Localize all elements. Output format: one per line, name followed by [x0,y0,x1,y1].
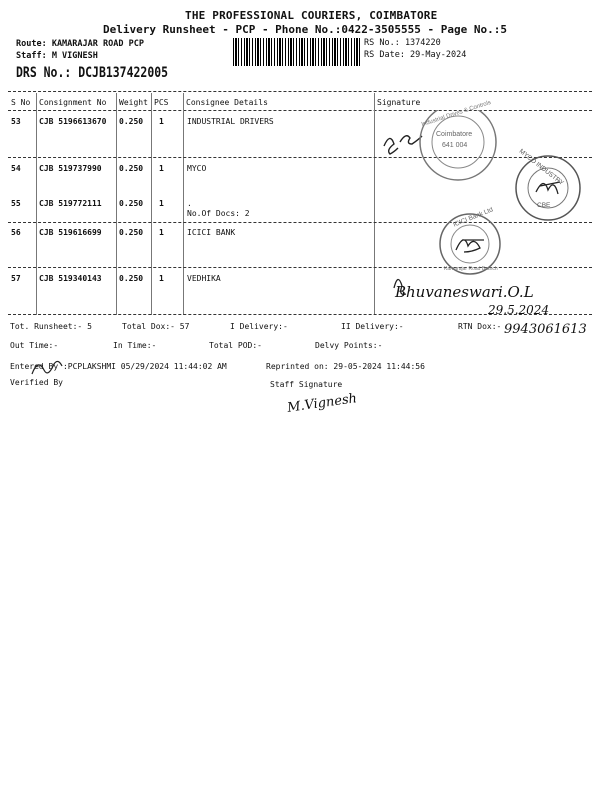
stamp2-name: MYCO INDUSTRY [517,147,565,188]
entered-by: Entered By :PCPLAKSHMI 05/29/2024 11:44:02 AM [10,362,227,371]
row-56-cno: CJB 519616699 [39,228,102,237]
row-53-pcs: 1 [159,117,164,126]
row-57-consignee: VEDHIKA [187,274,221,283]
row-56-weight: 0.250 [119,228,144,237]
runsheet-subtitle: Delivery Runsheet - PCP - Phone No.:0422-3505555 - Page No.:5 [103,23,507,36]
col-divider [183,93,184,315]
col-consignee: Consignee Details [186,98,268,107]
rtn-dox: RTN Dox:- [458,322,502,331]
col-divider [36,93,37,315]
row-57-sno: 57 [11,274,21,283]
row-54-cno: CJB 519737990 [39,164,102,173]
total-pod: Total POD:- [209,341,262,350]
col-divider [151,93,152,315]
col-signature: Signature [377,98,421,107]
staff-signature-handwritten: M.Vignesh [286,391,358,416]
staff-signature-label: Staff Signature [270,380,343,389]
route-label: Route: KAMARAJAR ROAD PCP [16,39,144,49]
row-55-sno: 55 [11,199,21,208]
row-57-pcs: 1 [159,274,164,283]
row-53-sno: 53 [11,117,21,126]
row-54-pcs: 1 [159,164,164,173]
col-consignment: Consignment No [39,98,107,107]
drs-number: DRS No.: DCJB137422005 [16,65,169,81]
row-54-sno: 54 [11,164,21,173]
staff-label: Staff: M VIGNESH [16,51,98,61]
signature-57-date: 29.5.2024 [488,303,550,317]
row-57-cno: CJB 519340143 [39,274,102,283]
tot-runsheet: Tot. Runsheet:- 5 [10,322,92,331]
row-53-cno: CJB 5196613670 [39,117,107,126]
total-dox: Total Dox:- 57 [122,322,190,331]
reprinted-on: Reprinted on: 29-05-2024 11:44:56 [266,362,425,371]
row-57-weight: 0.250 [119,274,144,283]
entered-by-initials [28,356,68,380]
row-55-pcs: 1 [159,199,164,208]
col-divider [116,93,117,315]
table-top-rule [8,91,592,92]
rtn-phone-handwritten: 9943061613 [504,322,587,337]
delvy-points: Delvy Points:- [315,341,383,350]
row-53-weight: 0.250 [119,117,144,126]
stamp2-city: CBE [537,202,551,209]
row-53-consignee: INDUSTRIAL DRIVERS [187,117,274,126]
signature-56 [456,240,484,252]
row-55-consignee: . [187,199,192,208]
in-time: In Time:- [113,341,157,350]
rs-date: RS Date: 29-May-2024 [364,50,467,60]
rs-no: RS No.: 1374220 [364,38,441,48]
stamp3-branch: Kamarajar Road Branch [444,266,498,272]
row-54-consignee: MYCO [187,164,207,173]
row-56-consignee: ICICI BANK [187,228,236,237]
row-55-docs: No.Of Docs: 2 [187,209,250,218]
row-56-sno: 56 [11,228,21,237]
company-title: THE PROFESSIONAL COURIERS, COIMBATORE [185,9,438,22]
out-time: Out Time:- [10,341,59,350]
col-weight: Weight [119,98,148,107]
stamp3-name: ICICI Bank Ltd [452,206,495,229]
stamp1-top: Industrial Drives & Controls [420,99,492,129]
verified-by: Verified By [10,378,63,387]
ii-delivery: II Delivery:- [341,322,404,331]
stamp1-pin: 641 004 [442,142,468,149]
row-56-pcs: 1 [159,228,164,237]
signature-53 [384,136,422,154]
stamp1-city: Coimbatore [436,131,473,138]
signature-57-name: Bhuvaneswari.O.L [395,283,534,301]
row-55-weight: 0.250 [119,199,144,208]
i-delivery: I Delivery:- [230,322,288,331]
row-55-cno: CJB 519772111 [39,199,102,208]
col-pcs: PCS [154,98,169,107]
barcode [233,38,361,66]
row-54-weight: 0.250 [119,164,144,173]
col-sno: S No [11,98,31,107]
